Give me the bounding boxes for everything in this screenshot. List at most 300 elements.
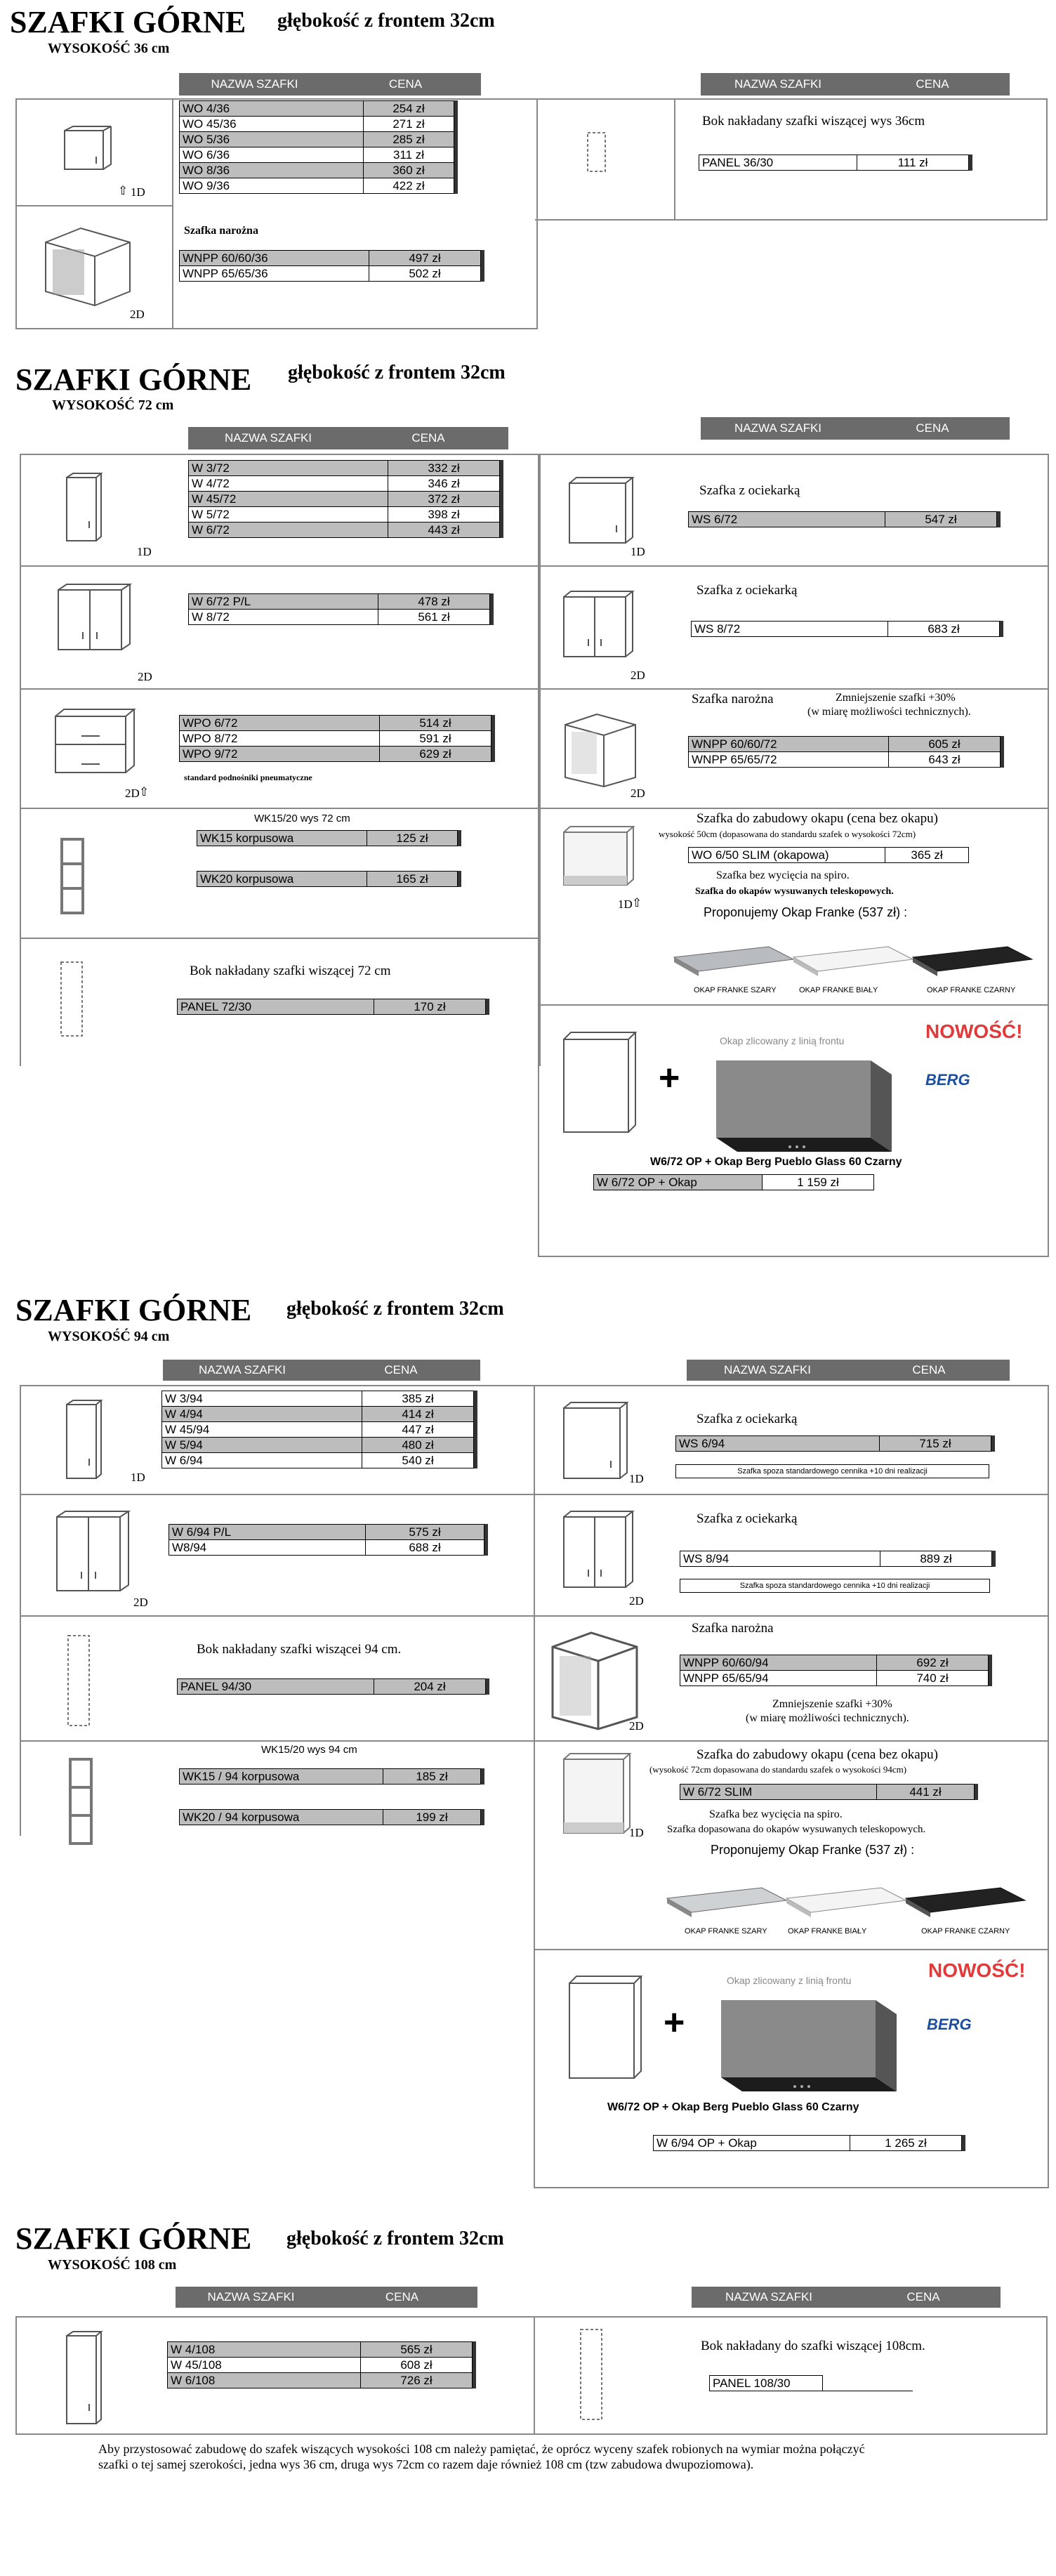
table-row (189, 476, 500, 492)
berg-note-94: Okap zlicowany z linią frontu (727, 1975, 852, 1986)
cabinet-1d-icon (65, 1399, 103, 1483)
corner-cabinet-icon (39, 225, 137, 309)
cabinet-1d-icon (65, 472, 103, 549)
dim-1d: 1D (131, 185, 145, 199)
franke-item-white: OKAP FRANKE BIAŁY (788, 1927, 867, 1936)
table-row (168, 2373, 473, 2388)
cell-name: W 4/72 (189, 476, 388, 492)
cell-price: 332 zł (388, 461, 500, 476)
ws2-label-72: Szafka z ociekarką (697, 583, 798, 598)
cell-name: W 45/72 (189, 492, 388, 507)
cell-price: 372 zł (388, 492, 500, 507)
cell-price: 591 zł (380, 731, 491, 747)
table-row (680, 1671, 989, 1686)
header-name: NAZWA SZAFKI (224, 431, 312, 445)
price-table-72-lift (179, 715, 491, 762)
panel-text-36: Bok nakładany szafki wiszącej wys 36cm (702, 114, 925, 129)
header-name: NAZWA SZAFKI (725, 2290, 813, 2304)
table-header-94-right (687, 1360, 1010, 1381)
cabinet-1d-icon (65, 2330, 103, 2429)
divider (538, 688, 1048, 690)
cell-name: W 8/72 (189, 610, 378, 625)
divider (20, 1615, 534, 1617)
cell-price: 441 zł (877, 1785, 975, 1800)
cell-price: 692 zł (877, 1655, 989, 1671)
corner-label-72: Szafka narożna (692, 692, 774, 707)
cell-price: 447 zł (362, 1422, 474, 1438)
cell-price: 125 zł (367, 831, 458, 846)
dim-2d: 2D (631, 669, 645, 682)
franke-item-black: OKAP FRANKE CZARNY (921, 1927, 1010, 1936)
header-price: CENA (411, 431, 445, 445)
cell-name: WO 6/36 (180, 147, 364, 163)
table-row (189, 461, 500, 476)
cell-price: 889 zł (880, 1551, 992, 1567)
cell-price: 443 zł (388, 523, 500, 538)
cell-name: WS 8/94 (680, 1551, 880, 1567)
cell-name: WO 5/36 (180, 132, 364, 147)
divider (20, 938, 539, 939)
cell-name: W8/94 (169, 1540, 366, 1556)
enlarge-note-72: Zmniejszenie szafki +30% (836, 692, 956, 704)
lift-cabinet-icon (53, 708, 138, 778)
table-row (178, 1679, 486, 1695)
cell-name: W 5/72 (189, 507, 388, 523)
panel-table-72 (177, 999, 486, 1015)
table-row (654, 2136, 962, 2151)
cell-name: WK20 korpusowa (197, 872, 367, 887)
cell-name: PANEL 72/30 (178, 999, 374, 1015)
depth-label-108: głębokość z frontem 32cm (286, 2228, 504, 2249)
cell-price: 683 zł (888, 622, 1000, 637)
wk-title-72: WK15/20 wys 72 cm (254, 813, 350, 824)
table-row (180, 117, 454, 132)
table-row (180, 731, 491, 747)
table-row (594, 1175, 874, 1190)
table-row (189, 507, 500, 523)
cell-name: W 6/72 P/L (189, 594, 378, 610)
table-row (189, 594, 490, 610)
open-shelf-icon (56, 836, 91, 916)
table-row (689, 752, 1001, 768)
enlarge-note-94: Zmniejszenie szafki +30% (772, 1698, 892, 1710)
depth-label-72: głębokość z frontem 32cm (288, 362, 506, 383)
cell-name: WK15 / 94 korpusowa (180, 1769, 383, 1785)
cell-price: 365 zł (885, 848, 969, 863)
table-row (676, 1436, 991, 1452)
divider (538, 565, 1048, 567)
table-header-72-left (188, 427, 508, 449)
cell-price: 608 zł (361, 2358, 473, 2373)
cell-name: WS 6/94 (676, 1436, 880, 1452)
section-title-36: SZAFKI GÓRNE (10, 5, 246, 39)
arrow-up-icon: ⇧ (118, 184, 128, 197)
section-title-108: SZAFKI GÓRNE (15, 2221, 252, 2256)
corner-table-72 (688, 736, 1001, 768)
cell-name: PANEL 108/30 (710, 2376, 823, 2391)
table-row (180, 178, 454, 194)
price-table-36 (179, 100, 454, 194)
cell-name: PANEL 36/30 (699, 155, 857, 171)
cell-price: 185 zł (383, 1769, 481, 1785)
cell-name: WNPP 65/65/94 (680, 1671, 877, 1686)
section-title-94: SZAFKI GÓRNE (15, 1293, 252, 1327)
wk-table-72-a (197, 830, 458, 846)
table-row (180, 1810, 481, 1825)
cabinet-1d-icon (63, 125, 112, 174)
divider (674, 98, 675, 219)
pneumatic-note: standard podnośniki pneumatyczne (184, 773, 312, 782)
franke-item-white: OKAP FRANKE BIAŁY (799, 986, 878, 994)
drainer-cabinet-icon (562, 1401, 628, 1482)
berg-hood-image (718, 1993, 900, 2095)
cell-name: W 5/94 (162, 1438, 362, 1453)
price-table-72 (188, 460, 500, 538)
cell-name: W 6/72 OP + Okap (594, 1175, 763, 1190)
table-row (699, 155, 969, 171)
cell-name: WS 8/72 (692, 622, 888, 637)
dim-2d: 2D (138, 670, 152, 683)
divider (534, 1740, 1048, 1742)
hood-table-94 (680, 1784, 975, 1800)
double-cabinet-icon (56, 583, 133, 653)
wk-table-94-a (179, 1768, 481, 1785)
price-table-94 (161, 1391, 474, 1468)
cell-price: 360 zł (364, 163, 454, 178)
cell-name: W 6/72 SLIM (680, 1785, 877, 1800)
enlarge-note2-72: (w miarę możliwości technicznych). (807, 706, 971, 718)
cell-price: 565 zł (361, 2342, 473, 2358)
nowosc-badge-72: NOWOŚĆ! (925, 1020, 1023, 1042)
table-row (180, 101, 454, 117)
cell-name: W 6/94 (162, 1453, 362, 1468)
table-row (162, 1438, 474, 1453)
cell-price: 271 zł (364, 117, 454, 132)
cell-price: 199 zł (383, 1810, 481, 1825)
table-row (710, 2376, 913, 2391)
table-row (169, 1525, 484, 1540)
ws1-table-72 (688, 511, 997, 527)
wk-table-72-b (197, 871, 458, 887)
ws-note-94-b: Szafka spoza standardowego cennika +10 dni realizacji (680, 1579, 990, 1593)
cell-price: 398 zł (388, 507, 500, 523)
dim-1d: 1D (631, 545, 645, 558)
table-header-108-left (176, 2287, 477, 2308)
table-row (689, 737, 1001, 752)
depth-label-36: głębokość z frontem 32cm (277, 10, 495, 32)
cell-price: 204 zł (374, 1679, 486, 1695)
franke-item-grey: OKAP FRANKE SZARY (694, 986, 777, 994)
panel-text-94: Bok nakładany szafki wiszącei 94 cm. (197, 1642, 402, 1657)
table-row (197, 831, 458, 846)
corner-cabinet-icon (562, 711, 639, 788)
berg-note-72: Okap zlicowany z linią frontu (720, 1035, 845, 1046)
cell-name: WPO 8/72 (180, 731, 380, 747)
cell-price: 1 265 zł (850, 2136, 962, 2151)
dim-1d: 1D (131, 1471, 145, 1484)
berg-title-94: W6/72 OP + Okap Berg Pueblo Glass 60 Czarny (607, 2101, 859, 2113)
corner-table-94 (680, 1655, 989, 1686)
cell-price: 254 zł (364, 101, 454, 117)
plus-icon: + (664, 2002, 685, 2043)
dim-2d: 2D (130, 308, 145, 321)
header-name: NAZWA SZAFKI (198, 1363, 286, 1376)
cell-name: W 3/94 (162, 1391, 362, 1407)
cell-name: WNPP 60/60/36 (180, 251, 369, 266)
divider (534, 1949, 1048, 1950)
divider (20, 688, 539, 690)
side-panel-icon (577, 2326, 609, 2424)
cell-price: 1 159 zł (763, 1175, 874, 1190)
corner-table-36 (179, 250, 481, 282)
table-row (162, 1391, 474, 1407)
cell-name: WNPP 60/60/94 (680, 1655, 877, 1671)
nowosc-badge-94: NOWOŚĆ! (928, 1959, 1026, 1981)
cell-price: 540 zł (362, 1453, 474, 1468)
franke-offer-94: Proponujemy Okap Franke (537 zł) : (711, 1843, 915, 1857)
table-row (689, 512, 997, 527)
cell-price: 688 zł (366, 1540, 484, 1556)
divider (20, 1494, 534, 1495)
header-price: CENA (916, 77, 949, 91)
cell-price (823, 2376, 913, 2391)
cell-name: WPO 9/72 (180, 747, 380, 762)
table-row (162, 1407, 474, 1422)
cell-price: 414 zł (362, 1407, 474, 1422)
table-row (180, 132, 454, 147)
panel-text-72: Bok nakładany szafki wiszącej 72 cm (190, 964, 391, 978)
dim-2d: 2D (631, 787, 645, 800)
corner-label-36: Szafka narożna (184, 225, 258, 237)
franke-hoods-image (664, 1867, 1029, 1923)
header-price: CENA (912, 1363, 946, 1376)
cell-price: 497 zł (369, 251, 481, 266)
ws2-label-94: Szafka z ociekarką (697, 1511, 798, 1526)
table-row (168, 2342, 473, 2358)
wk-table-94-b (179, 1809, 481, 1825)
divider (20, 565, 539, 567)
cell-name: W 6/94 OP + Okap (654, 2136, 850, 2151)
header-name: NAZWA SZAFKI (207, 2290, 295, 2304)
plus-icon: + (659, 1058, 680, 1098)
cell-price: 629 zł (380, 747, 491, 762)
cell-name: W 45/94 (162, 1422, 362, 1438)
open-shelf-icon (65, 1756, 100, 1847)
side-panel-icon (584, 129, 612, 178)
hood-note2-72: Szafka do okapów wysuwanych teleskopowych. (695, 886, 894, 897)
cell-price: 514 zł (380, 716, 491, 731)
double-drainer-icon (562, 590, 635, 660)
dim-1d: 1D (137, 545, 152, 558)
cell-name: WO 45/36 (180, 117, 364, 132)
header-price: CENA (384, 1363, 418, 1376)
table-row (162, 1453, 474, 1468)
franke-item-grey: OKAP FRANKE SZARY (685, 1927, 767, 1936)
ws1-label-72: Szafka z ociekarką (699, 483, 800, 498)
hood-table-72 (688, 847, 969, 863)
dim-2d: 2D (629, 1594, 644, 1608)
corner-cabinet-icon (549, 1629, 640, 1731)
cell-name: PANEL 94/30 (178, 1679, 374, 1695)
cell-price: 643 zł (889, 752, 1001, 768)
dim-2d-up: 2D (125, 787, 140, 800)
header-price: CENA (388, 77, 423, 91)
table-row (189, 610, 490, 625)
height-label-36: WYSOKOŚĆ 36 cm (48, 41, 170, 56)
ws1-table-94 (675, 1435, 991, 1452)
franke-offer-72: Proponujemy Okap Franke (537 zł) : (704, 905, 908, 919)
hood-title-94: Szafka do zabudowy okapu (cena bez okapu) (697, 1747, 938, 1762)
cell-price: 170 zł (374, 999, 486, 1015)
corner-label-94: Szafka narożna (692, 1621, 774, 1636)
table-header-72-right (701, 417, 1010, 440)
table-row (197, 872, 458, 887)
divider (20, 1740, 534, 1742)
cell-price: 480 zł (362, 1438, 474, 1453)
hood-cabinet-promo-icon (567, 1975, 645, 2084)
header-name: NAZWA SZAFKI (734, 77, 822, 91)
cell-price: 285 zł (364, 132, 454, 147)
panel-table-36 (699, 155, 969, 171)
price-table-94-doubles (169, 1524, 484, 1556)
wk-title-94: WK15/20 wys 94 cm (261, 1744, 357, 1756)
table-row (180, 1769, 481, 1785)
cell-name: WO 4/36 (180, 101, 364, 117)
cell-name: WK15 korpusowa (197, 831, 367, 846)
table-row (189, 492, 500, 507)
double-drainer-icon (562, 1510, 635, 1591)
hood-sub-72: wysokość 50cm (dopasowana do standardu szafek o wysokości 72cm) (659, 829, 916, 839)
dim-1d: 1D (629, 1826, 644, 1839)
divider (538, 808, 1048, 809)
panel-table-108 (709, 2375, 913, 2391)
table-row (680, 1655, 989, 1671)
divider (15, 205, 172, 206)
cell-name: WO 8/36 (180, 163, 364, 178)
panel-table-94 (177, 1678, 486, 1695)
section-title-72: SZAFKI GÓRNE (15, 362, 252, 397)
height-label-108: WYSOKOŚĆ 108 cm (48, 2257, 177, 2273)
berg-hood-image (713, 1053, 895, 1155)
double-cabinet-icon (55, 1510, 132, 1594)
panel-text-108: Bok nakładany do szafki wiszącej 108cm. (701, 2339, 925, 2353)
table-header-108-right (692, 2287, 1001, 2308)
dim-2d: 2D (133, 1596, 148, 1609)
cell-name: WO 6/50 SLIM (okapowa) (689, 848, 885, 863)
header-price: CENA (385, 2290, 419, 2304)
table-row (680, 1785, 975, 1800)
depth-label-94: głębokość z frontem 32cm (286, 1298, 504, 1320)
cell-name: W 3/72 (189, 461, 388, 476)
divider (20, 808, 539, 809)
hood-note2-94: Szafka dopasowana do okapów wysuwanych teleskopowych. (667, 1824, 926, 1835)
cell-name: WNPP 65/65/36 (180, 266, 369, 282)
footnote-108: Aby przystosować zabudowę do szafek wiszących wysokości 108 cm należy pamiętać, że oprócz wyceny szafek robionych na wymiar można połączyć szafki o tej samej szerokości, jedna wys 36 cm, druga wys 72cm co razem daje również 108 cm (tzw zabudowa dwupoziomowa). (98, 2442, 865, 2471)
table-header-36-left (179, 73, 481, 96)
cell-name: WO 9/36 (180, 178, 364, 194)
cell-name: W 6/94 P/L (169, 1525, 366, 1540)
hood-white-icon (793, 947, 913, 976)
hood-title-72: Szafka do zabudowy okapu (cena bez okapu) (697, 811, 938, 826)
table-header-36-right (701, 73, 1010, 96)
cell-name: W 4/108 (168, 2342, 361, 2358)
height-label-94: WYSOKOŚĆ 94 cm (48, 1329, 170, 1344)
hood-cabinet-promo-icon (562, 1031, 639, 1136)
drainer-cabinet-icon (567, 476, 634, 546)
cell-price: 165 zł (367, 872, 458, 887)
hood-note1-72: Szafka bez wycięcia na spiro. (716, 869, 850, 881)
table-row (178, 999, 486, 1015)
cell-price: 346 zł (388, 476, 500, 492)
divider (534, 2316, 535, 2433)
hood-cabinet-icon (562, 1752, 632, 1836)
table-row (180, 716, 491, 731)
berg-table-72 (593, 1174, 874, 1190)
table-row (680, 1551, 992, 1567)
cell-price: 726 zł (361, 2373, 473, 2388)
table-row (180, 147, 454, 163)
divider (534, 1494, 1048, 1495)
cell-name: W 6/108 (168, 2373, 361, 2388)
berg-table-94 (653, 2135, 962, 2151)
table-row (689, 848, 969, 863)
cell-name: WNPP 65/65/72 (689, 752, 889, 768)
cell-price: 561 zł (378, 610, 490, 625)
berg-title-72: W6/72 OP + Okap Berg Pueblo Glass 60 Czarny (650, 1156, 902, 1168)
cell-price: 715 zł (880, 1436, 991, 1452)
cell-price: 740 zł (877, 1671, 989, 1686)
franke-hoods-image (671, 926, 1036, 982)
franke-item-black: OKAP FRANKE CZARNY (927, 986, 1016, 994)
height-label-72: WYSOKOŚĆ 72 cm (52, 397, 174, 413)
berg-logo-94: BERG (927, 2016, 972, 2033)
table-row (162, 1422, 474, 1438)
dim-1d: 1D (629, 1472, 644, 1485)
header-price: CENA (916, 421, 949, 435)
cell-name: WNPP 60/60/72 (689, 737, 889, 752)
cell-price: 478 zł (378, 594, 490, 610)
cell-name: W 45/108 (168, 2358, 361, 2373)
side-panel-icon (65, 1632, 96, 1730)
table-row (180, 251, 481, 266)
table-row (180, 747, 491, 762)
table-row (692, 622, 1000, 637)
header-name: NAZWA SZAFKI (211, 77, 298, 91)
ws-note-94-a: Szafka spoza standardowego cennika +10 dni realizacji (675, 1464, 989, 1478)
hood-white-icon (786, 1888, 906, 1917)
arrow-up-icon: ⇧ (139, 785, 150, 799)
cell-price: 422 zł (364, 178, 454, 194)
cell-name: W 6/72 (189, 523, 388, 538)
berg-logo-72: BERG (925, 1071, 970, 1089)
ws2-table-94 (680, 1551, 992, 1567)
hood-grey-icon (667, 1888, 786, 1917)
ws2-table-72 (691, 621, 1000, 637)
cell-price: 605 zł (889, 737, 1001, 752)
divider (538, 1004, 1048, 1006)
divider (534, 1615, 1048, 1617)
price-table-72-doubles (188, 593, 490, 625)
table-row (180, 266, 481, 282)
hood-black-icon (906, 1888, 1025, 1917)
cell-price: 385 zł (362, 1391, 474, 1407)
hood-sub-94: (wysokość 72cm dopasowana do standardu szafek o wysokości 94cm) (649, 1764, 907, 1775)
cell-price: 547 zł (885, 512, 997, 527)
table-row (189, 523, 500, 538)
header-name: NAZWA SZAFKI (734, 421, 822, 435)
cell-name: WPO 6/72 (180, 716, 380, 731)
header-name: NAZWA SZAFKI (723, 1363, 812, 1376)
